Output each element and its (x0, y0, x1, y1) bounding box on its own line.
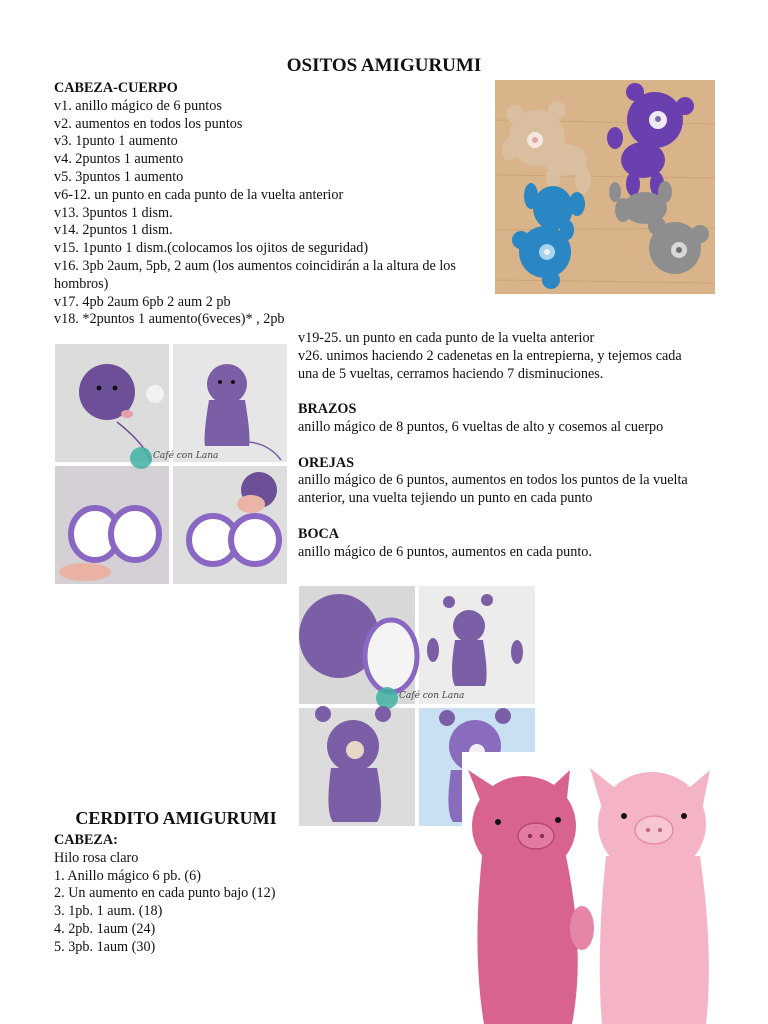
section-cabeza-cuerpo (54, 80, 494, 329)
pattern-round: v17. 4pb 2aum 6pb 2 aum 2 pb (54, 293, 231, 310)
pattern-round: v2. aumentos en todos los puntos (54, 115, 243, 132)
pattern-line: 2. Un aumento en cada punto bajo (12) (54, 885, 276, 902)
pattern-line: 3. 1pb. 1 aum. (18) (54, 903, 163, 920)
section-cabeza-cuerpo-continued (298, 330, 748, 561)
section-heading-brazos: BRAZOS (298, 401, 357, 418)
pattern-round: v1. anillo mágico de 6 puntos (54, 97, 222, 114)
orejas-text: anillo mágico de 6 puntos, aumentos en todos los puntos de la vuelta (298, 472, 688, 489)
pattern-round: una de 5 vueltas, cerramos haciendo 7 disminuciones. (298, 365, 604, 382)
brazos-text: anillo mágico de 8 puntos, 6 vueltas de alto y cosemos al cuerpo (298, 418, 664, 435)
pattern-line: 1. Anillo mágico 6 pb. (6) (54, 867, 201, 884)
section-title-cerdito: CERDITO AMIGURUMI (75, 808, 277, 828)
photo-collage-head-body (55, 344, 287, 584)
pattern-line: 4. 2pb. 1aum (24) (54, 920, 156, 937)
pattern-round: v19-25. un punto en cada punto de la vuelta anterior (298, 330, 595, 346)
pattern-round: v18. *2puntos 1 aumento(6veces)* , 2pb (54, 311, 285, 328)
pattern-round: v26. unimos haciendo 2 cadenetas en la entrepierna, y tejemos cada (298, 347, 682, 364)
pattern-round: v14. 2puntos 1 dism. (54, 222, 173, 239)
pattern-round: v16. 3pb 2aum, 5pb, 2 aum (los aumentos coincidirán a la altura de los (54, 257, 456, 274)
section-cerdito-cabeza (54, 832, 454, 957)
section-heading: CABEZA-CUERPO (54, 80, 178, 96)
pattern-round: v4. 2puntos 1 aumento (54, 151, 184, 168)
section-heading-boca: BOCA (298, 525, 339, 542)
page-title: OSITOS AMIGURUMI (286, 55, 482, 76)
pattern-line: Hilo rosa claro (54, 849, 139, 866)
pattern-line: 5. 3pb. 1aum (30) (54, 938, 156, 955)
section-heading-orejas: OREJAS (298, 454, 354, 471)
photo-two-pigs (462, 752, 715, 1024)
pattern-round: v6-12. un punto en cada punto de la vuelta anterior (54, 186, 344, 203)
section-heading: CABEZA: (54, 832, 118, 848)
pattern-round: v15. 1punto 1 dism.(colocamos los ojitos de seguridad) (54, 240, 369, 257)
pattern-round: hombros) (54, 275, 109, 292)
boca-text: anillo mágico de 6 puntos, aumentos en cada punto. (298, 543, 592, 560)
pattern-round: v13. 3puntos 1 dism. (54, 204, 173, 221)
pattern-round: v5. 3puntos 1 aumento (54, 168, 184, 185)
watermark-text: Café con Lana (399, 691, 465, 701)
watermark-text: Café con Lana (153, 451, 219, 461)
orejas-text: anterior, una vuelta tejiendo un punto en cada punto (298, 490, 593, 507)
photo-four-bears (495, 80, 715, 294)
pattern-round: v3. 1punto 1 aumento (54, 133, 178, 150)
